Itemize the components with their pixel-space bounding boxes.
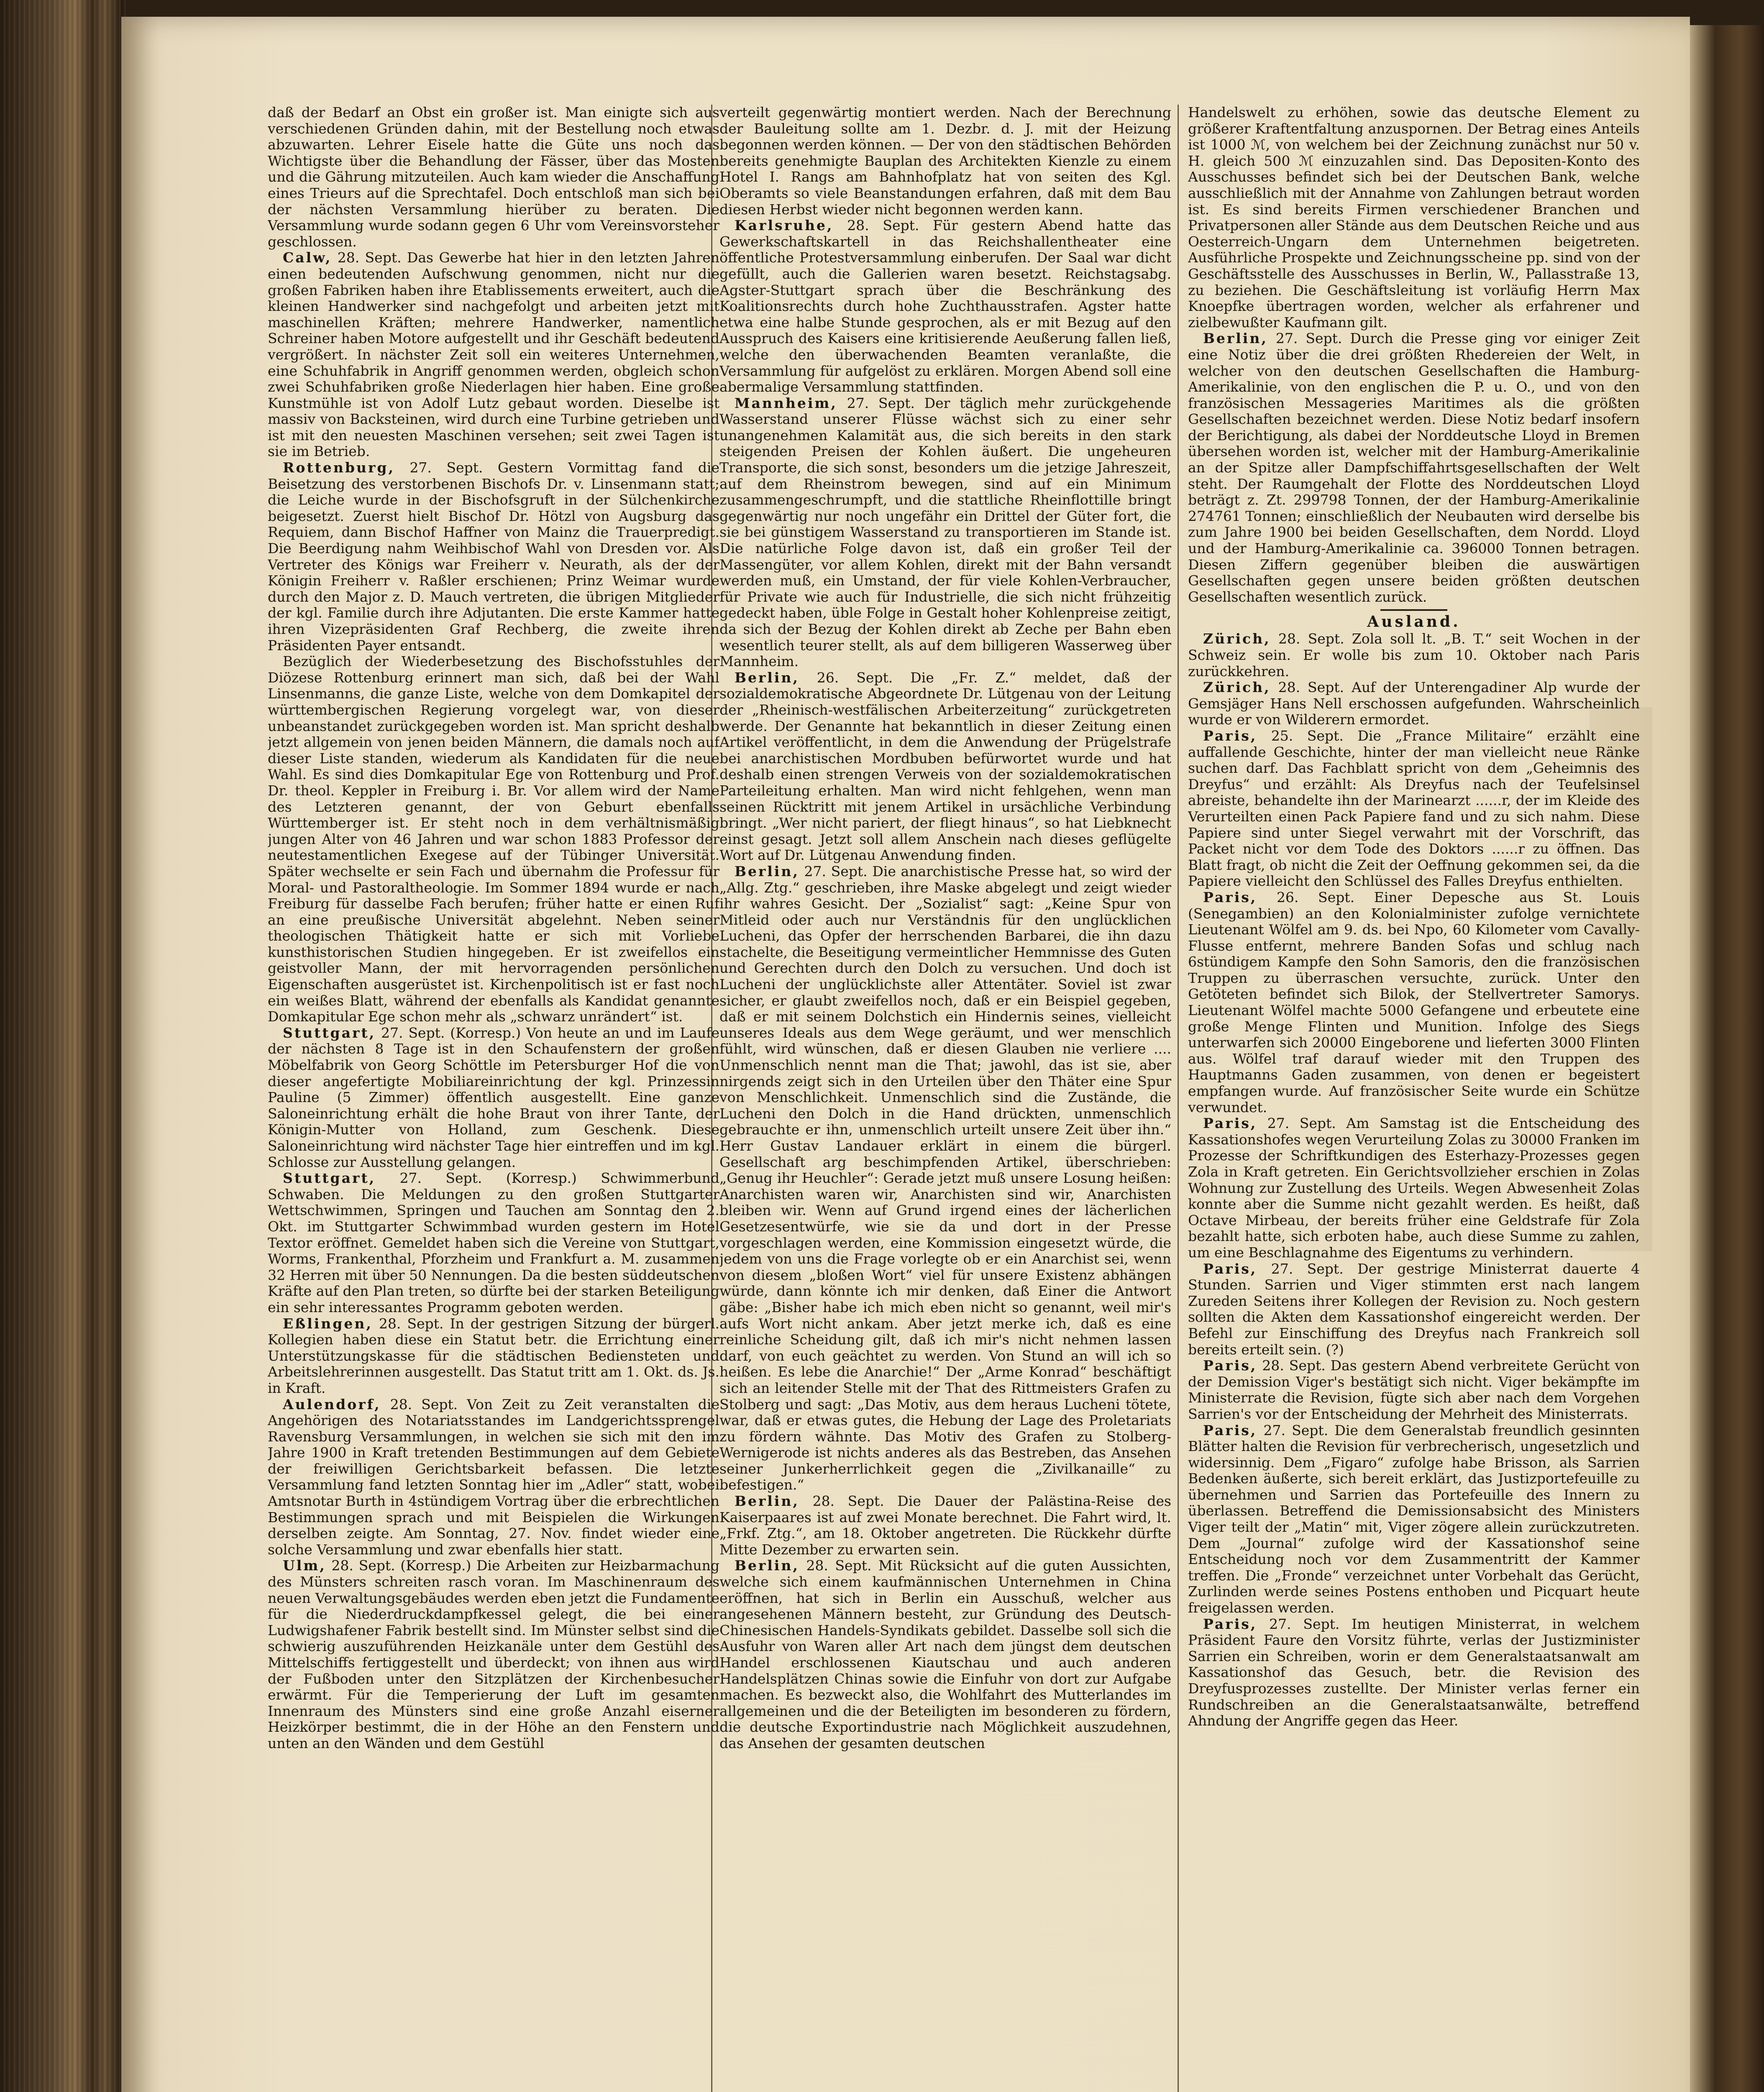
news-paragraph <box>1188 890 1640 1115</box>
news-paragraph <box>268 1170 719 1315</box>
news-paragraph <box>268 1025 719 1170</box>
news-paragraph <box>268 1397 719 1558</box>
news-paragraph <box>1188 1358 1640 1422</box>
paragraph-text: 28. Sept. Für gestern Abend hatte das Gewerkschaftskartell in das Reichshallentheater eine öffentliche Protestversammlung einberufen. Der Saal war dicht gefüllt, auch die Gallerien waren besetzt. Reichstagsabg. Agster-Stuttgart sprach über die Beschränkung des Koalitionsrechts durch hohe Zuchthausstrafen. Agster hatte etwa eine halbe Stunde gesprochen, als er mit Bezug auf den Ausspruch des Kaisers eine kritisierende Aeußerung fallen ließ, welche den überwachenden Beamten veranlaßte, die Versammlung für aufgelöst zu erklären. Morgen Abend soll eine abermalige Versammlung stattfinden. <box>719 217 1171 395</box>
news-paragraph <box>1188 728 1640 890</box>
column-rule <box>1178 105 1179 2092</box>
news-paragraph <box>268 1316 719 1397</box>
news-paragraph <box>268 654 719 1025</box>
news-paragraph <box>719 670 1171 864</box>
dateline-place: Berlin, <box>1203 330 1268 347</box>
dateline-place: Mannheim, <box>735 395 837 411</box>
paragraph-text: 28. Sept. Zola soll lt. „B. T.“ seit Wochen in der Schweiz sein. Er wolle bis zum 10. Oktober nach Paris zurückkehren. <box>1188 631 1640 679</box>
news-paragraph <box>1188 331 1640 605</box>
article-column-3 <box>1188 105 1640 2092</box>
news-paragraph <box>268 1558 719 1751</box>
paragraph-text: 28. Sept. (Korresp.) Die Arbeiten zur Heizbarmachung des Münsters schreiten rasch voran. Im Maschinenraum des neuen Verwaltungsgebäudes werden eben jetzt die Fundamente für die Niederdruckdampfkessel gelegt, die bei einer Ludwigshafener Fabrik bestellt sind. Im Münster selbst sind die schwierig auszuführenden Heizkanäle unter dem Gestühl des Mittelschiffs fertiggestellt und überdeckt; von ihnen aus wird der Fußboden unter den Sitzplätzen der Kirchenbesucher erwärmt. Für die Temperierung der Luft im gesamten Innenraum des Münsters sind eine große Anzahl eiserner Heizkörper bestimmt, die in der Höhe an den Fenstern und unten an den Wänden und dem Gestühl <box>268 1557 719 1751</box>
dateline-place: Aulendorf, <box>283 1396 381 1413</box>
paragraph-text: 27. Sept. Am Samstag ist die Entscheidung des Kassationshofes wegen Verurteilung Zolas zu 30000 Franken im Prozesse der Schriftkundigen des Esterhazy-Prozesses gegen Zola in Kraft getreten. Ein Gerichtsvollzieher erschien in Zolas Wohnung zur Zustellung des Urteils. Wegen Abwesenheit Zolas konnte aber die Summe nicht gezahlt werden. Es heißt, daß Octave Mirbeau, der bereits früher eine Geldstrafe für Zola bezahlt hatte, sich erboten habe, auch diese Summe zu zahlen, um eine Beschlagnahme des Eigentums zu verhindern. <box>1188 1115 1640 1261</box>
news-paragraph <box>719 864 1171 1493</box>
news-paragraph <box>1188 631 1640 679</box>
paragraph-text: daß der Bedarf an Obst ein großer ist. Man einigte sich aus verschiedenen Gründen dahin, mit der Bestellung noch etwas abzuwarten. Lehrer Eisele hatte die Güte uns noch das Wichtigste über die Behandlung der Fässer, über das Mosten und die Gährung mitzuteilen. Auch kam wieder die Anschaffung eines Trieurs auf die Sprechtafel. Doch entschloß man sich bei der nächsten Versammlung hierüber zu beraten. Die Versammlung wurde sodann gegen 6 Uhr vom Vereinsvorsteher geschlossen. <box>268 105 719 250</box>
news-paragraph <box>1188 1261 1640 1358</box>
book-spine <box>0 0 125 2092</box>
paragraph-text: 28. Sept. Von Zeit zu Zeit veranstalten die Angehörigen des Notariatsstandes im Landgerichtssprengel Ravensburg Versammlungen, in welchen sie sich mit den im Jahre 1900 in Kraft tretenden Bestimmungen auf dem Gebiete der freiwilligen Gerichtsbarkeit befassen. Die letzte Versammlung fand letzten Sonntag hier im „Adler“ statt, wobei Amtsnotar Burth in 4stündigem Vortrag über die erbrechtlichen Bestimmungen sprach und mit Beispielen die Wirkungen derselben zeigte. Am Sonntag, 27. Nov. findet wieder eine solche Versammlung und zwar ebenfalls hier statt. <box>268 1396 719 1558</box>
news-paragraph <box>268 105 719 250</box>
paragraph-text: 27. Sept. (Korresp.) Schwimmerbund Schwaben. Die Meldungen zu den großen Stuttgarter Wettschwimmen, Springen und Tauchen am Sonntag den 2. Okt. im Stuttgarter Schwimmbad wurden gestern im Hotel Textor eröffnet. Gemeldet haben sich die Vereine von Stuttgart, Worms, Frankenthal, Pforzheim und Frankfurt a. M. zusammen 32 Herren mit über 50 Nennungen. Da die besten süddeutschen Kräfte auf den Plan treten, so dürfte bei der starken Beteiligung ein sehr interessantes Programm geboten werden. <box>268 1170 719 1315</box>
next-page-edge <box>1690 25 1764 2092</box>
paragraph-text: 28. Sept. Das Gewerbe hat hier in den letzten Jahren einen bedeutenden Aufschwung genommen, nicht nur die großen Fabriken haben ihre Etablissements erweitert, auch die kleinen Handwerker sind nachgefolgt und arbeiten jetzt mit maschinellen Kräften; mehrere Handwerker, namentlich Schreiner haben Motore aufgestellt und ihr Geschäft bedeutend vergrößert. In nächster Zeit soll ein weiteres Unternehmen, eine Schuhfabrik in Angriff genommen werden, obgleich schon zwei Schuhfabriken große Niederlagen hier haben. Eine große Kunstmühle ist von Adolf Lutz gebaut worden. Dieselbe ist massiv von Backsteinen, wird durch eine Turbine getrieben und ist mit den neuesten Maschinen versehen; seit zwei Tagen ist sie im Betrieb. <box>268 249 719 460</box>
dateline-place: Berlin, <box>735 669 799 686</box>
paragraph-text: 27. Sept. Der täglich mehr zurückgehende Wasserstand unserer Flüsse wächst sich zu einer sehr unangenehmen Kalamität aus, die sich bereits in den stark steigenden Preisen der Kohlen äußert. Die ungeheuren Transporte, die sich sonst, besonders um die jetzige Jahreszeit, auf dem Rheinstrom bewegen, sind auf ein Minimum zusammengeschrumpft, und die stattliche Rheinflottille bringt gegenwärtig nur noch ungefähr ein Drittel der Güter fort, die sie bei günstigem Wasserstand zu transportieren im Stande ist. Die natürliche Folge davon ist, daß ein großer Teil der Massengüter, vor allem Kohlen, direkt mit der Bahn versandt werden muß, ein Umstand, der für viele Kohlen-Verbraucher, für Private wie auch für Industrielle, die sich nicht frühzeitig gedeckt haben, üble Folge in Gestalt hoher Kohlenpreise zeitigt, da sich der Bezug der Kohlen direkt ab Zeche per Bahn eben wesentlich teurer stellt, als auf dem billigeren Wasserweg über Mannheim. <box>719 395 1171 670</box>
news-paragraph <box>1188 1616 1640 1729</box>
paragraph-text: 26. Sept. Einer Depesche aus St. Louis (Senegambien) an den Kolonialminister zufolge vernichtete Lieutenant Wölfel am 9. ds. bei Npo, 60 Kilometer vom Cavally-Flusse entfernt, mehrere Banden Sofas und schlug nach 6stündigem Kampfe den Sohn Samoris, den die französischen Truppen zu überraschen versuchte, zurück. Unter den Getöteten befindet sich Bilok, der Stellvertreter Samorys. Lieutenant Wölfel machte 5000 Gefangene und erbeutete eine große Menge Flinten und Munition. Infolge des Siegs unterwarfen sich 20000 Eingeborene und lieferten 3000 Flinten aus. Wölfel traf darauf wieder mit den Truppen des Hauptmanns Gaden zusammen, von denen er begeistert empfangen wurde. Auf französischer Seite wurde ein Schütze verwundet. <box>1188 889 1640 1115</box>
news-paragraph <box>719 395 1171 670</box>
dateline-place: Berlin, <box>735 863 799 879</box>
news-paragraph <box>719 1558 1171 1751</box>
section-heading: Ausland. <box>1367 613 1461 631</box>
paragraph-text: 25. Sept. Die „France Militaire“ erzählt eine auffallende Geschichte, hinter der man vielleicht neue Ränke suchen darf. Das Fachblatt spricht von dem „Geheimnis des Dreyfus“ und erzählt: Als Dreyfus nach der Teufelsinsel abreiste, behandelte ihn der Marinearzt ......r, der im Kleide des Verurteilten einen Pack Papiere fand und zu sich nahm. Diese Papiere sind unter Siegel verwahrt mit der Vorschrift, das Packet nicht vor dem Tode des Doktors ......r zu öffnen. Das Blatt fragt, ob nicht die Zeit der Oeffnung gekommen sei, da die Papiere vielleicht den Schlüssel des Falles Dreyfus enthielten. <box>1188 727 1640 890</box>
dateline-place: Paris, <box>1203 889 1257 905</box>
paragraph-text: 26. Sept. Die „Fr. Z.“ meldet, daß der sozialdemokratische Abgeordnete Dr. Lütgenau von der Leitung der „Rheinisch-westfälischen Arbeiterzeitung“ zurückgetreten werde. Der Genannte hat bekanntlich in dieser Zeitung einen Artikel veröffentlicht, in dem die Anwendung der Prügelstrafe bei anarchistischen Mordbuben befürwortet wurde und hat deshalb einen strengen Verweis von der sozialdemokratischen Parteileitung erhalten. Man wird nicht fehlgehen, wenn man seinen Rücktritt mit jenem Artikel in ursächliche Verbindung bringt. „Wer nicht pariert, der fliegt hinaus“, so hat Liebknecht einst gesagt. Jetzt soll allem Anschein nach dieses geflügelte Wort auf Dr. Lütgenau Anwendung finden. <box>719 669 1171 864</box>
article-column-2 <box>719 105 1171 2092</box>
dateline-place: Paris, <box>1203 1260 1257 1277</box>
dateline-place: Paris, <box>1203 1615 1257 1632</box>
dateline-place: Zürich, <box>1203 631 1271 647</box>
dateline-place: Paris, <box>1203 1115 1257 1132</box>
paragraph-text: 28. Sept. Auf der Unterengadiner Alp wurde der Gemsjäger Hans Nell erschossen aufgefunden. Wahrscheinlich wurde er von Wilderern ermordet. <box>1188 679 1640 728</box>
news-paragraph <box>1188 1115 1640 1261</box>
paragraph-text: 27. Sept. (Korresp.) Von heute an und im Laufe der nächsten 8 Tage ist in den Schaufenstern der großen Möbelfabrik von Georg Schöttle im Petersburger Hof die von dieser angefertigte Mobiliareinrichtung der kgl. Prinzessin Pauline (5 Zimmer) öffentlich ausgestellt. Eine ganze Saloneinrichtung erhält die hohe Braut von ihrer Tante, der Königin-Mutter von Holland, zum Geschenk. Diese Saloneinrichtung wird nächster Tage hier eintreffen und im kgl. Schlosse zur Ausstellung gelangen. <box>268 1024 719 1170</box>
paragraph-text: 27. Sept. Im heutigen Ministerrat, in welchem Präsident Faure den Vorsitz führte, verlas der Justizminister Sarrien ein Schreiben, worin er dem Generalstaatsanwalt am Kassationshof das Gesuch, betr. die Revision des Dreyfusprozesses zustellte. Der Minister verlas ferner ein Rundschreiben an die Generalstaatsanwälte, betreffend Ahndung der Angriffe gegen das Heer. <box>1188 1615 1640 1729</box>
dateline-place: Paris, <box>1203 727 1257 744</box>
dateline-place: Karlsruhe, <box>735 217 834 234</box>
paragraph-text: Bezüglich der Wiederbesetzung des Bischofsstuhles der Diözese Rottenburg erinnert man sich, daß bei der Wahl Linsenmanns, die ganze Liste, welche von dem Domkapitel der württembergischen Regierung vorgelegt war, von dieser unbeanstandet zurückgegeben worden ist. Man spricht deshalb jetzt allgemein von jenen beiden Männern, die damals noch auf dieser Liste standen, wiederum als Kandidaten für die neue Wahl. Es sind dies Domkapitular Ege von Rottenburg und Prof. Dr. theol. Keppler in Freiburg i. Br. Vor allem wird der Name des Letzteren genannt, der von Geburt ebenfalls Württemberger ist. Er steht noch in dem verhältnismäßig jungen Alter von 46 Jahren und war schon 1883 Professor der neutestamentlichen Exegese auf der Tübinger Universität. Später wechselte er sein Fach und übernahm die Professur für Moral- und Pastoraltheologie. Im Sommer 1894 wurde er nach Freiburg für dasselbe Fach berufen; früher hatte er einen Ruf an eine preußische Universität abgelehnt. Neben seiner theologischen Thätigkeit hatte er sich mit Vorliebe kunsthistorischen Studien hingegeben. Er ist zweifellos ein geistvoller Mann, der mit hervorragenden persönlichen Eigenschaften ausgerüstet ist. Kirchenpolitisch ist er fast noch ein weißes Blatt, während der ebenfalls als Kandidat genannte Domkapitular Ege schon mehr als „schwarz unrändert“ ist. <box>268 653 719 1025</box>
paragraph-text: 28. Sept. Das gestern Abend verbreitete Gerücht von der Demission Viger's bestätigt sich nicht. Viger bekämpfte im Ministerrate die Revision, fügte sich aber nach dem Vorgehen Sarrien's vor der Entscheidung der Mehrheit des Ministerrats. <box>1188 1357 1640 1422</box>
news-paragraph <box>719 105 1171 218</box>
dateline-place: Paris, <box>1203 1357 1257 1374</box>
paragraph-text: 28. Sept. Die Dauer der Palästina-Reise des Kaiserpaares ist auf zwei Monate berechnet. Die Fahrt wird, lt. „Frkf. Ztg.“, am 18. Oktober angetreten. Die Rückkehr dürfte Mitte Dezember zu erwarten sein. <box>719 1493 1171 1558</box>
news-paragraph <box>719 1493 1171 1558</box>
dateline-place: Eßlingen, <box>283 1315 373 1332</box>
article-column-1 <box>268 105 719 2092</box>
news-paragraph <box>1188 679 1640 728</box>
news-paragraph <box>268 460 719 654</box>
dateline-place: Paris, <box>1203 1422 1257 1438</box>
paragraph-text: 27. Sept. Die dem Generalstab freundlich gesinnten Blätter halten die Revision für verbrecherisch, ungesetzlich und widersinnig. Dem „Figaro“ zufolge habe Brisson, als Sarrien Bedenken äußerte, sich bereit erklärt, das Justizportefeuille zu übernehmen und Sarrien das Portefeuille des Innern zu überlassen. Betreffend die Demissionsabsicht des Ministers Viger teilt der „Matin“ mit, Viger zögere allein zurückzutreten. Dem „Journal“ zufolge wird der Kassationshof seine Entscheidung noch vor dem Zusammentritt der Kammer treffen. Die „Fronde“ verzeichnet unter Vorbehalt das Gerücht, Zurlinden werde seines Postens enthoben und Picquart heute freigelassen werden. <box>1188 1422 1640 1616</box>
paragraph-text: 27. Sept. Durch die Presse ging vor einiger Zeit eine Notiz über die drei größten Rhedereien der Welt, in welcher von den deutschen Gesellschaften die Hamburg-Amerikalinie, von den englischen die P. u. O., und von den französischen Messageries Maritimes als die größten Gesellschaften bezeichnet werden. Diese Notiz bedarf insofern der Berichtigung, als dabei der Norddeutsche Lloyd in Bremen übersehen worden ist, welcher mit der Hamburg-Amerikalinie an der Spitze aller Dampfschiffahrtsgesellschaften der Welt steht. Der Raumgehalt der Flotte des Norddeutschen Lloyd beträgt z. Zt. 299798 Tonnen, der der Hamburg-Amerikalinie 274761 Tonnen; einschließlich der Neubauten wird derselbe bis zum Jahre 1900 bei beiden Gesellschaften, dem Nordd. Lloyd und der Hamburg-Amerikalinie ca. 396000 Tonnen betragen. Diesen Ziffern gegenüber bleiben die auswärtigen Gesellschaften gegen unsere beiden größten deutschen Gesellschaften wesentlich zurück. <box>1188 330 1640 605</box>
news-paragraph <box>268 250 719 460</box>
dateline-place: Berlin, <box>735 1557 799 1574</box>
news-paragraph <box>719 218 1171 395</box>
news-paragraph <box>1188 1423 1640 1616</box>
dateline-place: Stuttgart, <box>283 1024 376 1041</box>
paragraph-text: 27. Sept. Der gestrige Ministerrat dauerte 4 Stunden. Sarrien und Viger stimmten erst nach langem Zureden Seitens ihrer Kollegen der Revision zu. Noch gestern sollten die Akten dem Kassationshof eingereicht werden. Der Befehl zur Einschiffung des Dreyfus nach Frankreich soll bereits erteilt sein. (?) <box>1188 1260 1640 1358</box>
dateline-place: Rottenburg, <box>283 459 395 476</box>
paragraph-text: 28. Sept. Mit Rücksicht auf die guten Aussichten, welche sich einem kaufmännischen Unternehmen in China eröffnen, hat sich in Berlin ein Ausschuß, welcher aus angesehenen Männern besteht, zur Gründung des Deutsch-Chinesischen Handels-Syndikats gebildet. Dasselbe soll sich die Ausfuhr von Waren aller Art nach dem jüngst dem deutschen Handel erschlossenen Kiautschau und auch anderen Handelsplätzen Chinas sowie die Einfuhr von dort zur Aufgabe machen. Es bezweckt also, die Wohlfahrt des Mutterlandes im allgemeinen und die der Beteiligten im besonderen zu fördern, die deutsche Exportindustrie nach Möglichkeit auszudehnen, das Ansehen der gesamten deutschen <box>719 1557 1171 1751</box>
dateline-place: Berlin, <box>735 1493 799 1510</box>
paragraph-text: 27. Sept. Gestern Vormittag fand die Beisetzung des verstorbenen Bischofs Dr. v. Linsenmann statt; die Leiche wurde in der Bischofsgruft in der Sülchenkirche beigesetzt. Zuerst hielt Bischof Dr. Hötzl von Augsburg das Requiem, dann Bischof Haffner von Mainz die Trauerpredigt. Die Beerdigung nahm Weihbischof Wahl von Dresden vor. Als Vertreter des Königs war Freiherr v. Neurath, als der der Königin Freiherr v. Raßler erschienen; Prinz Weimar wurde durch den Major z. D. Mauch vertreten, die übrigen Mitglieder der kgl. Familie durch ihre Adjutanten. Die erste Kammer hatte ihren Vizepräsidenten Graf Rechberg, die zweite ihren Präsidenten Payer entsandt. <box>268 459 719 654</box>
dateline-place: Calw, <box>283 249 332 266</box>
dateline-place: Zürich, <box>1203 679 1271 696</box>
section-divider <box>1380 609 1447 611</box>
paragraph-text: 27. Sept. Die anarchistische Presse hat, so wird der „Allg. Ztg.“ geschrieben, ihre Maske abgelegt und zeigt wieder ihr wahres Gesicht. Der „Sozialist“ sagt: „Keine Spur von Mitleid oder auch nur Verständnis für den unglücklichen Lucheni, das Opfer der herrschenden Barbarei, die ihn dazu stachelte, die Beseitigung vermeintlicher Hemmnisse des Guten und Gerechten durch den Dolch zu versuchen. Und doch ist Lucheni der unglücklichste aller Attentäter. Soviel ist zwar sicher, er glaubt zweifellos noch, daß er ein Beispiel gegeben, daß er mit seinem Dolchstich ein Hindernis seines, vielleicht unseres Ideals aus dem Wege geräumt, und wer menschlich fühlt, wird wünschen, daß er diesen Glauben nie verliere .... Unmenschlich nennt man die That; jawohl, das ist sie, aber nirgends zeigt sich in den Urteilen über den Thäter eine Spur von Menschlichkeit. Unmenschlich sind die Zustände, die Lucheni den Dolch in die Hand drückten, unmenschlich gebrauchte er ihn, unmenschlich urteilt unsere Zeit über ihn.“ Herr Gustav Landauer erklärt in einem die bürgerl. Gesellschaft arg beschimpfenden Artikel, überschrieben: „Genug ihr Heuchler“: Gerade jetzt muß unsere Losung heißen: Anarchisten waren wir, Anarchisten sind wir, Anarchisten bleiben wir. Wenn auf Grund irgend eines der lächerlichen Gesetzesentwürfe, wie sie da und dort in der Presse vorgeschlagen werden, eine Kommission eingesetzt würde, die jedem von uns die Frage vorlegte ob er ein Anarchist sei, wenn von diesem „bloßen Wort“ viel für unsere Existenz abhängen würde, dann könnte ich mir denken, daß Einer die Antwort gäbe: „Bisher habe ich mich eben nicht so genannt, weil mir's aufs Wort nicht ankam. Aber jetzt merke ich, daß es eine reinliche Scheidung gilt, daß ich mir's nicht nehmen lassen darf, von euch geächtet zu werden. Von Stund an will ich so heißen. Es lebe die Anarchie!“ Der „Arme Konrad“ beschäftigt sich an leitender Stelle mit der That des Rittmeisters Grafen zu Stolberg und sagt: „Das Motiv, aus dem heraus Lucheni tötete, war, daß er etwas gutes, die Hebung der Lage des Proletariats zu fördern wähnte. Das Motiv des Grafen zu Stolberg-Wernigerode ist nichts anderes als das Bestreben, das Ansehen seiner Junkerherrlichkeit gegen die „Zivilkanaille“ zu befestigen.“ <box>719 863 1171 1493</box>
news-paragraph <box>1188 105 1640 331</box>
dateline-place: Ulm, <box>283 1557 326 1574</box>
paragraph-text: verteilt gegenwärtig montiert werden. Nach der Berechnung der Bauleitung sollte am 1. Dezbr. d. J. mit der Heizung begonnen werden können. — Der von den städtischen Behörden bereits genehmigte Bauplan des Architekten Kienzle zu einem Hotel I. Rangs am Bahnhofplatz hat von seiten des Kgl. Oberamts so viele Beanstandungen erfahren, daß mit dem Bau diesen Herbst wieder nicht begonnen werden kann. <box>719 105 1171 218</box>
paragraph-text: Handelswelt zu erhöhen, sowie das deutsche Element zu größerer Kraftentfaltung anzuspornen. Der Betrag eines Anteils ist 1000 ℳ, von welchem bei der Zeichnung zunächst nur 50 v. H. gleich 500 ℳ einzuzahlen sind. Das Depositen-Konto des Ausschusses befindet sich bei der Deutschen Bank, welche ausschließlich mit der Annahme von Zahlungen betraut worden ist. Es sind bereits Firmen verschiedener Branchen und Privatpersonen aller Stände aus dem Deutschen Reiche und aus Oesterreich-Ungarn dem Unternehmen beigetreten. Ausführliche Prospekte und Zeichnungsscheine pp. sind von der Geschäftsstelle des Ausschusses in Berlin, W., Pallasstraße 13, zu beziehen. Die Geschäftsleitung ist vorläufig Herrn Max Knoepfke übertragen worden, welcher als erfahrener und zielbewußter Kaufmann gilt. <box>1188 105 1640 331</box>
paragraph-text: 28. Sept. In der gestrigen Sitzung der bürgerl. Kollegien haben diese ein Statut betr. die Errichtung einer Unterstützungskasse für die städtischen Bediensteten und Arbeitslehrerinnen ausgestellt. Das Statut tritt am 1. Okt. ds. Js. in Kraft. <box>268 1315 719 1396</box>
dateline-place: Stuttgart, <box>283 1170 376 1187</box>
